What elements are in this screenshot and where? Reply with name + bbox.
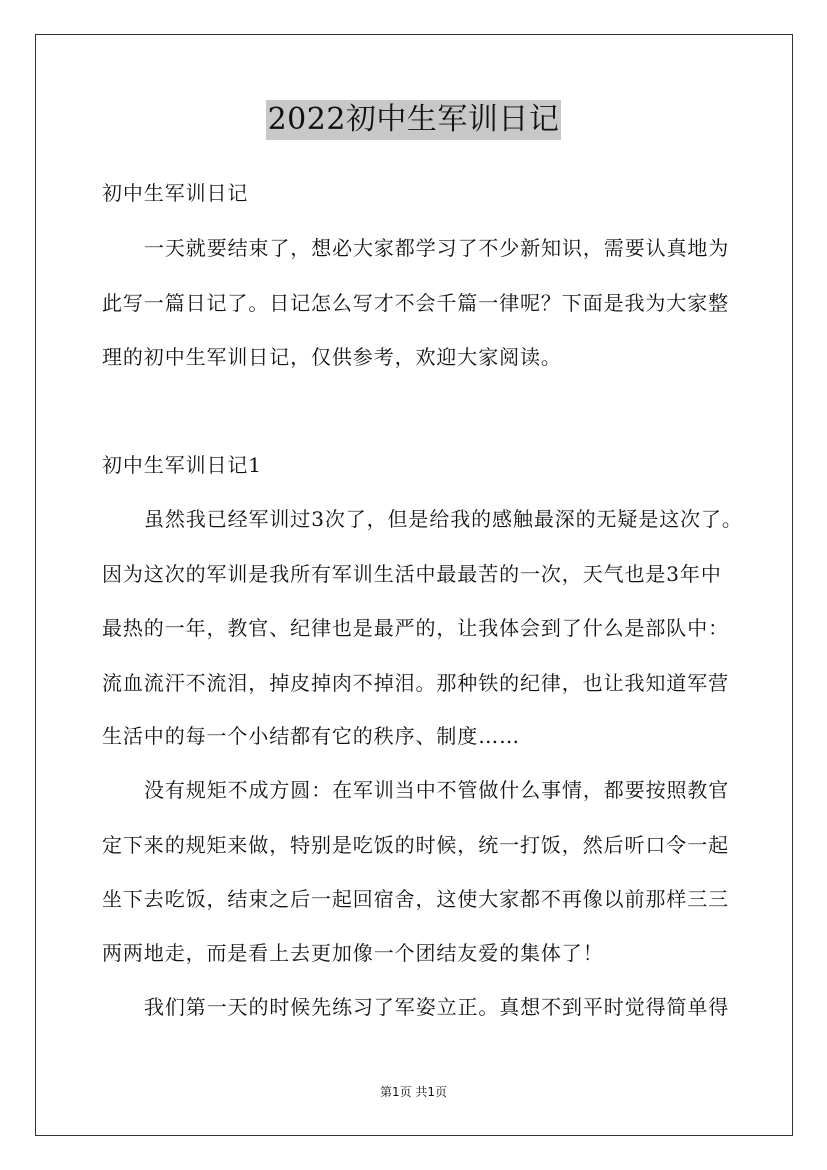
para1-line-5: 生活中的每一个小结都有它的秩序、制度…… xyxy=(102,724,520,748)
page-footer: 第1页 共1页 xyxy=(379,1085,448,1099)
para2-line-1: 没有规矩不成方圆：在军训当中不管做什么事情，都要按照教官 xyxy=(144,778,730,802)
intro-line-1: 一天就要结束了，想必大家都学习了不少新知识，需要认真地为 xyxy=(144,236,730,260)
para2-line-2: 定下来的规矩来做，特别是吃饭的时候，统一打饭，然后听口令一起 xyxy=(102,833,729,857)
intro-line-3: 理的初中生军训日记，仅供参考，欢迎大家阅读。 xyxy=(102,345,562,369)
intro-heading: 初中生军训日记 xyxy=(102,181,249,205)
para2-line-4: 两两地走，而是看上去更加像一个团结友爱的集体了！ xyxy=(102,941,604,965)
para1-line-1: 虽然我已经军训过3次了，但是给我的感触最深的无疑是这次了。 xyxy=(144,507,743,531)
para1-line-3: 最热的一年，教官、纪律也是最严的，让我体会到了什么是部队中： xyxy=(102,616,729,640)
section-heading: 初中生军训日记1 xyxy=(102,453,262,477)
title-container xyxy=(0,100,827,140)
document-title: 2022初中生军训日记 xyxy=(266,100,562,140)
para3-line-1: 我们第一天的时候先练习了军姿立正。真想不到平时觉得简单得 xyxy=(144,995,730,1019)
intro-line-2: 此写一篇日记了。日记怎么写才不会千篇一律呢？下面是我为大家整 xyxy=(102,291,729,315)
para1-line-4: 流血流汗不流泪，掉皮掉肉不掉泪。那种铁的纪律，也让我知道军营 xyxy=(102,671,729,695)
para2-line-3: 坐下去吃饭，结束之后一起回宿舍，这使大家都不再像以前那样三三 xyxy=(102,887,729,911)
para1-line-2: 因为这次的军训是我所有军训生活中最最苦的一次，天气也是3年中 xyxy=(102,562,722,586)
